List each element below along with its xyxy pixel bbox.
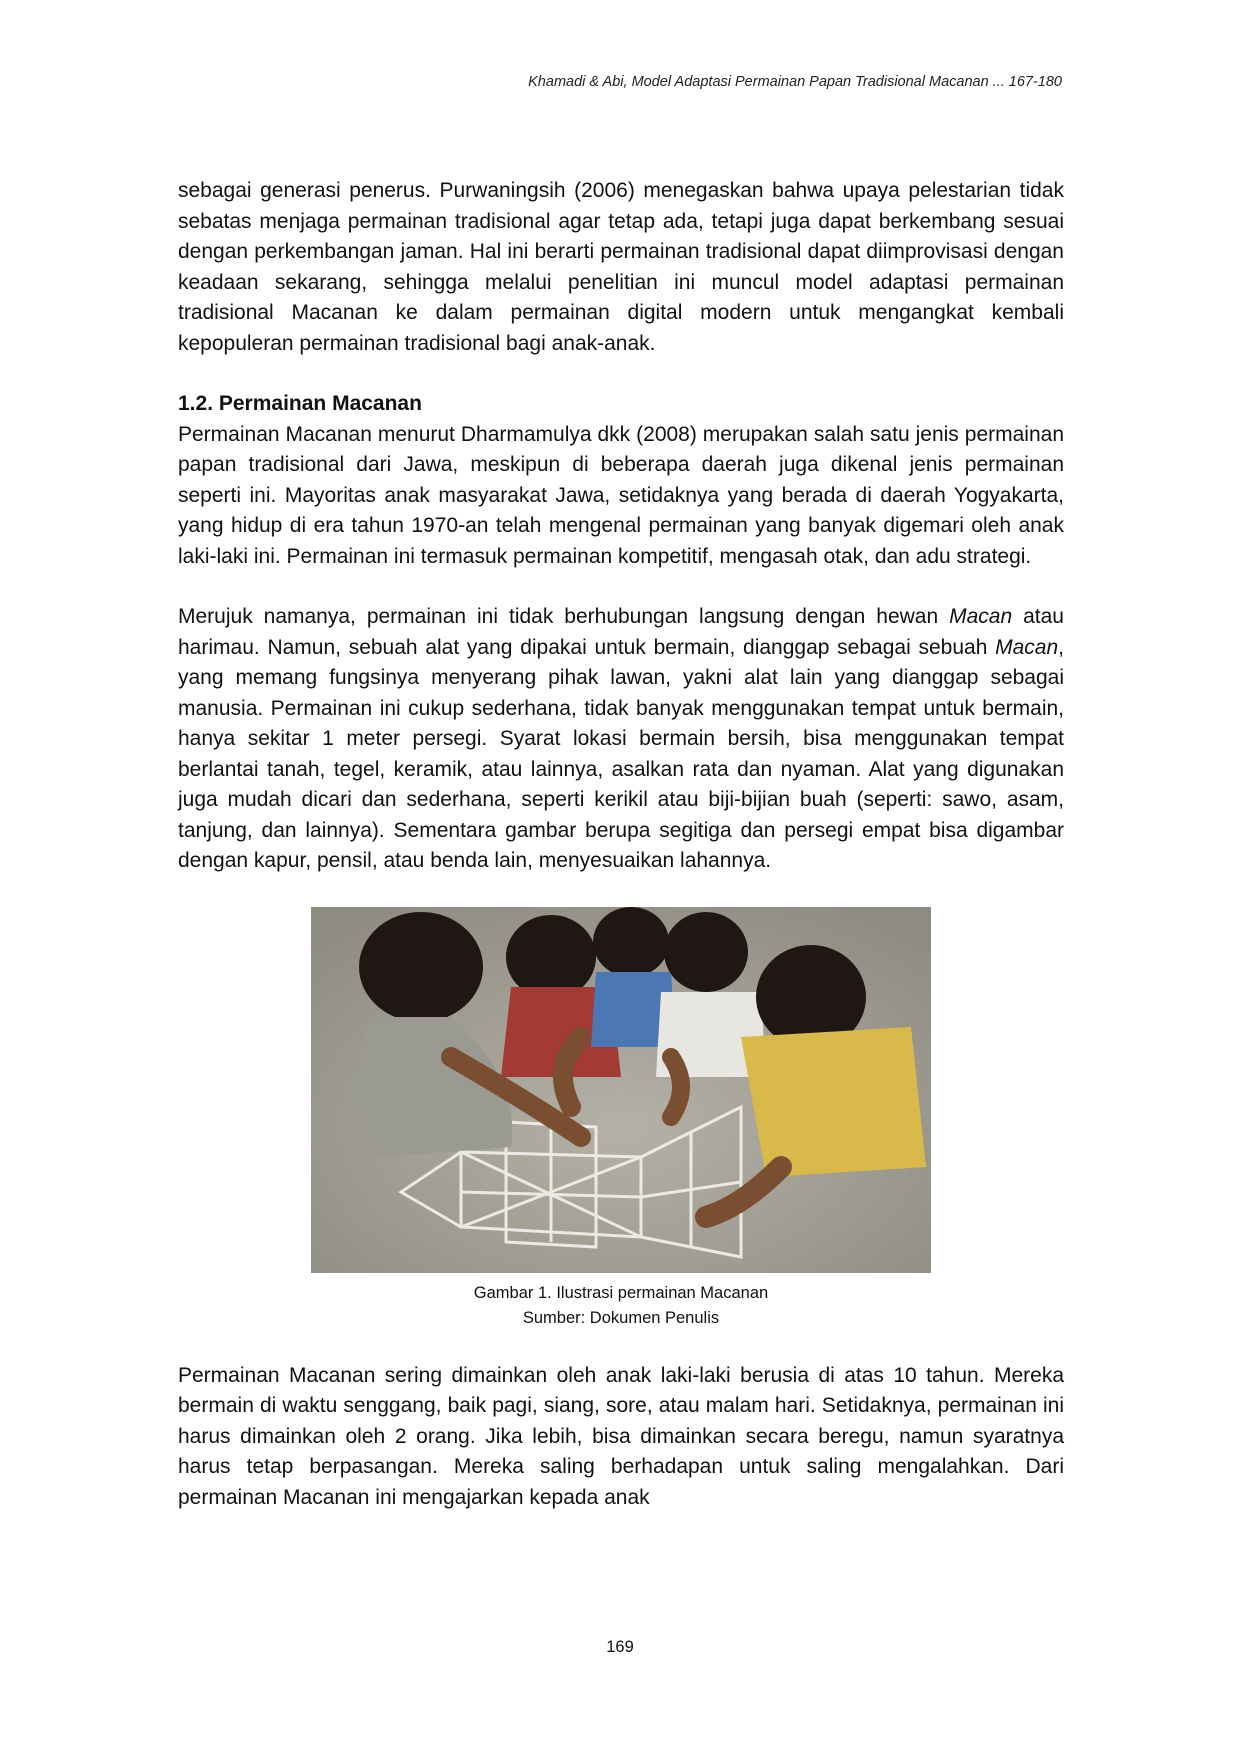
figure-caption	[178, 1281, 1064, 1331]
paragraph-3-text-a: Merujuk namanya, permainan ini tidak berhubungan langsung dengan hewan	[178, 605, 950, 628]
running-header: Khamadi & Abi, Model Adaptasi Permainan Papan Tradisional Macanan ... 167-180	[528, 74, 1062, 90]
caption-title: Gambar 1. Ilustrasi permainan Macanan	[473, 1283, 769, 1302]
page-number: 169	[606, 1638, 634, 1656]
paragraph-3-italic-b: Macan	[995, 635, 1059, 659]
paragraph-3-italic-a: Macan	[949, 605, 1013, 628]
paragraph-3	[178, 602, 1064, 877]
page-content	[178, 176, 1064, 1513]
paragraph-3-text-c: , yang memang fungsinya menyerang pihak lawan, yakni alat lain yang dianggap sebagai manusia. Permainan ini cukup sederhana, tidak banyak menggunakan tempat untuk bermain, hanya sekitar 1 meter persegi. Syarat lokasi bermain bersih, bisa menggunakan tempat berlantai tanah, tegel, keramik, atau lainnya, asalkan rata dan nyaman. Alat yang digunakan juga mudah dicari dan sederhana, seperti kerikil atau biji-bijian buah (seperti: sawo, asam, tanjung, dan lainnya). Sementara gambar berupa segitiga dan persegi empat bisa digambar dengan kapur, pensil, atau benda lain, menyesuaikan lahannya.	[178, 635, 1064, 872]
paragraph-2: Permainan Macanan menurut Dharmamulya dkk (2008) merupakan salah satu jenis permainan papan tradisional dari Jawa, meskipun di beberapa daerah juga dikenal jenis permainan seperti ini. Mayoritas anak masyarakat Jawa, setidaknya yang berada di daerah Yogyakarta, yang hidup di era tahun 1970-an telah mengenal permainan yang banyak digemari oleh anak laki-laki ini. Permainan ini termasuk permainan kompetitif, mengasah otak, dan adu strategi.	[178, 422, 1064, 568]
section-heading: 1.2. Permainan Macanan	[178, 392, 422, 415]
macanan-game-photo	[311, 907, 931, 1273]
caption-source: Sumber: Dokumen Penulis	[522, 1308, 720, 1327]
paragraph-4: Permainan Macanan sering dimainkan oleh anak laki-laki berusia di atas 10 tahun. Mereka bermain di waktu senggang, baik pagi, siang, sore, atau malam hari. Setidaknya, permainan ini harus dimainkan oleh 2 orang. Jika lebih, bisa dimainkan secara beregu, namun syaratnya harus tetap berpasangan. Mereka saling berhadapan untuk saling mengalahkan. Dari permainan Macanan ini mengajarkan kepada anak	[178, 1363, 1064, 1509]
figure-1	[178, 907, 1064, 1331]
paragraph-1: sebagai generasi penerus. Purwaningsih (2006) menegaskan bahwa upaya pelestarian tidak sebatas menjaga permainan tradisional agar tetap ada, tetapi juga dapat berkembang sesuai dengan perkembangan jaman. Hal ini berarti permainan tradisional dapat diimprovisasi dengan keadaan sekarang, sehingga melalui penelitian ini muncul model adaptasi permainan tradisional Macanan ke dalam permainan digital modern untuk mengangkat kembali kepopuleran permainan tradisional bagi anak-anak.	[178, 179, 1064, 355]
paragraph-3-text-b: atau harimau. Namun, sebuah alat yang dipakai untuk bermain, dianggap sebagai sebuah	[178, 605, 1064, 659]
